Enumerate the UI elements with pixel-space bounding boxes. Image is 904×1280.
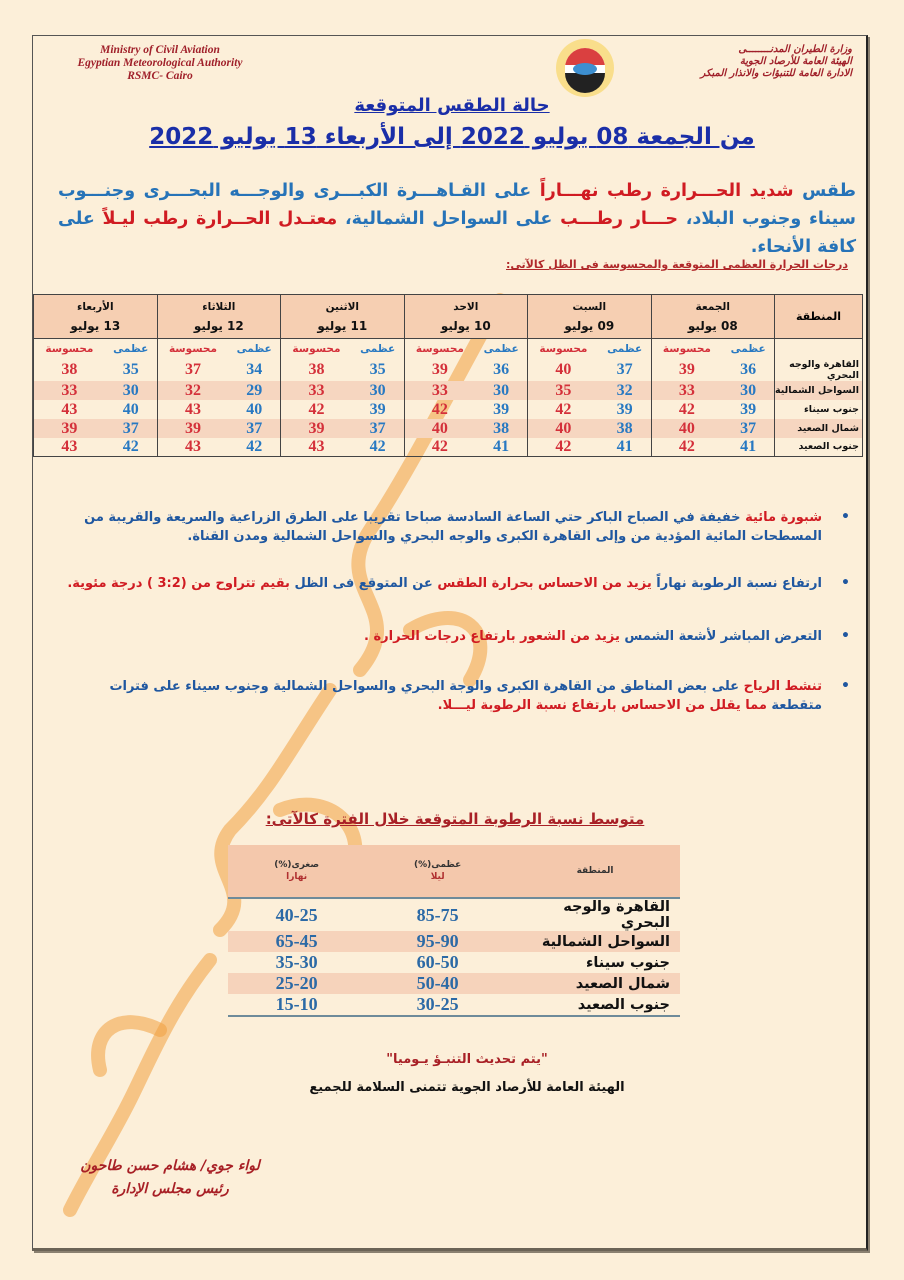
day-header: الاحد 10 يوليو: [404, 295, 527, 339]
table-row: شمال الصعيد 50-40 25-20: [228, 973, 680, 994]
english-org-header: [55, 44, 265, 83]
day-header: السبت 09 يوليو: [528, 295, 651, 339]
ministry-line-ar: وزارة الطيران المدنــــــــى: [738, 44, 852, 55]
signature-block: [60, 1155, 280, 1201]
region-cell: جنوب الصعيد: [775, 438, 863, 457]
max-label: عظمى: [483, 342, 519, 355]
advisory-humidity: • ارتفاع نسبة الرطوبة نهاراً يزيد من الاحساس بحرارة الطقس عن المتوقع فى الظل بقيم تتراوح من (3:2 ) درجة مئوية.: [58, 574, 856, 593]
table-row: السواحل الشمالية 30 33 32 35 30 33 30 33 29 32 30 33: [34, 381, 863, 400]
weather-summary: [58, 177, 856, 261]
summary-part: شديد الحـــرارة رطب نهـــاراً: [531, 181, 794, 201]
feel-label: محسوسة: [157, 339, 228, 359]
temperature-table-subtitle: درجات الحرارة العظمى المتوقعة والمحسوسة فى الظل كالآتى:: [506, 258, 848, 271]
humidity-table: [228, 845, 680, 1017]
temperature-table: [33, 294, 863, 457]
feel-label: محسوسة: [528, 339, 599, 359]
subheader-row: [34, 339, 863, 359]
arabic-org-header: [652, 44, 852, 80]
authority-line: Egyptian Meteorological Authority: [77, 57, 243, 69]
humidity-header-row: [228, 845, 680, 898]
summary-part: على القـاهـــرة الكبـــرى والوجـــه البحـــرى وجنـــوب سيناء وجنوب البلاد،: [58, 181, 856, 229]
feel-label: محسوسة: [34, 339, 105, 359]
summary-part: طقس: [793, 181, 856, 201]
day-header: الاثنين 11 يوليو: [281, 295, 404, 339]
daily-update-note: "يتم تحديث التنبـؤ يـوميا": [386, 1052, 548, 1067]
max-label: عظمى: [113, 342, 149, 355]
summary-part: معتـدل الحــرارة رطب ليـلاً: [94, 209, 338, 229]
max-humidity-header: عظمى(%) ليلا: [365, 845, 510, 898]
advisory-list: [58, 508, 856, 715]
max-label: عظمى: [607, 342, 643, 355]
table-row: جنوب الصعيد 41 42 41 42 41 42 42 43 42 43 42 43: [34, 438, 863, 457]
table-row: جنوب الصعيد 30-25 15-10: [228, 994, 680, 1016]
table-row: القاهرة والوجه البحري 85-75 40-25: [275, 899, 670, 931]
region-cell: القاهرة والوجه البحري: [775, 359, 863, 381]
table-row: السواحل الشمالية 95-90 65-45: [228, 931, 680, 952]
signatory-title: رئيس مجلس الإدارة: [111, 1181, 229, 1197]
authority-line-ar: الهيئة العامة للأرصاد الجوية: [739, 56, 852, 67]
ema-sun-logo-icon: [555, 38, 615, 98]
advisory-sun-exposure: • التعرض المباشر لأشعة الشمس يزيد من الشعور بارتفاع درجات الحرارة .: [58, 627, 856, 646]
max-label: عظمى: [730, 342, 766, 355]
region-column-header: المنطقة: [510, 845, 680, 898]
day-header: الجمعة 08 يوليو: [651, 295, 774, 339]
min-humidity-header: صغرى(%) نهارا: [228, 845, 365, 898]
feel-label: محسوسة: [281, 339, 352, 359]
region-column-header: المنطقة: [775, 295, 863, 339]
summary-part: على كافة الأنحاء.: [58, 209, 856, 257]
day-header: الثلاثاء 12 يوليو: [157, 295, 280, 339]
ministry-line: Ministry of Civil Aviation: [100, 44, 220, 56]
department-line-ar: الادارة العامة للتنبؤات والانذار المبكر: [700, 68, 852, 79]
table-row: جنوب سيناء 60-50 35-30: [275, 952, 670, 972]
region-cell: السواحل الشمالية: [775, 381, 863, 400]
summary-part: على السواحل الشمالية،: [337, 209, 553, 229]
max-label: عظمى: [360, 342, 396, 355]
advisory-winds: • تنشط الرياح على بعض المناطق من القاهرة الكبرى والوجة البحري والسواحل الشمالية وجنوب سيناء على فترات متقطعة مما يقلل من الاحساس بارتفاع نسبة الرطوبة ليـــلا.: [58, 677, 856, 715]
page-title: حالة الطقس المتوقعة: [354, 95, 550, 116]
max-label: عظمى: [236, 342, 272, 355]
table-row: شمال الصعيد 37 40 38 40 38 40 37 39 37 39 37 39: [34, 419, 863, 438]
table-row: جنوب سيناء 39 42 39 42 39 42 39 42 40 43 40 43: [34, 400, 863, 419]
feel-label: محسوسة: [651, 339, 722, 359]
feel-label: محسوسة: [404, 339, 475, 359]
signatory-name: لواء جوي/ هشام حسن طاحون: [80, 1158, 260, 1174]
day-header: الأربعاء 13 يوليو: [34, 295, 158, 339]
region-cell: شمال الصعيد: [775, 419, 863, 438]
summary-part: حـــار رطـــب: [552, 209, 679, 229]
humidity-table-title: متوسط نسبة الرطوبة المتوقعة خلال الفترة كالآتى:: [265, 810, 645, 828]
safety-wish: الهيئة العامة للأرصاد الجوية تتمنى السلامة للجميع: [309, 1080, 625, 1095]
advisory-fog: • شبورة مائية خفيفة في الصباح الباكر حتي الساعة السادسة صباحا تقريبا على الطرق الزراعية والسريعة والقريبة من المسطحات المائية المؤدية من وإلى القاهرة الكبرى والوجه البحري والسواحل الشمالية ومدن القناة.: [58, 508, 856, 546]
region-cell: جنوب سيناء: [775, 400, 863, 419]
forecast-period: من الجمعة 08 يوليو 2022 إلى الأربعاء 13 يوليو 2022: [149, 124, 755, 150]
table-row: القاهرة والوجه البحري 36 39 37 40 36 39 35 38 34 37 35 38: [34, 359, 863, 381]
rsmc-line: RSMC- Cairo: [127, 70, 193, 82]
